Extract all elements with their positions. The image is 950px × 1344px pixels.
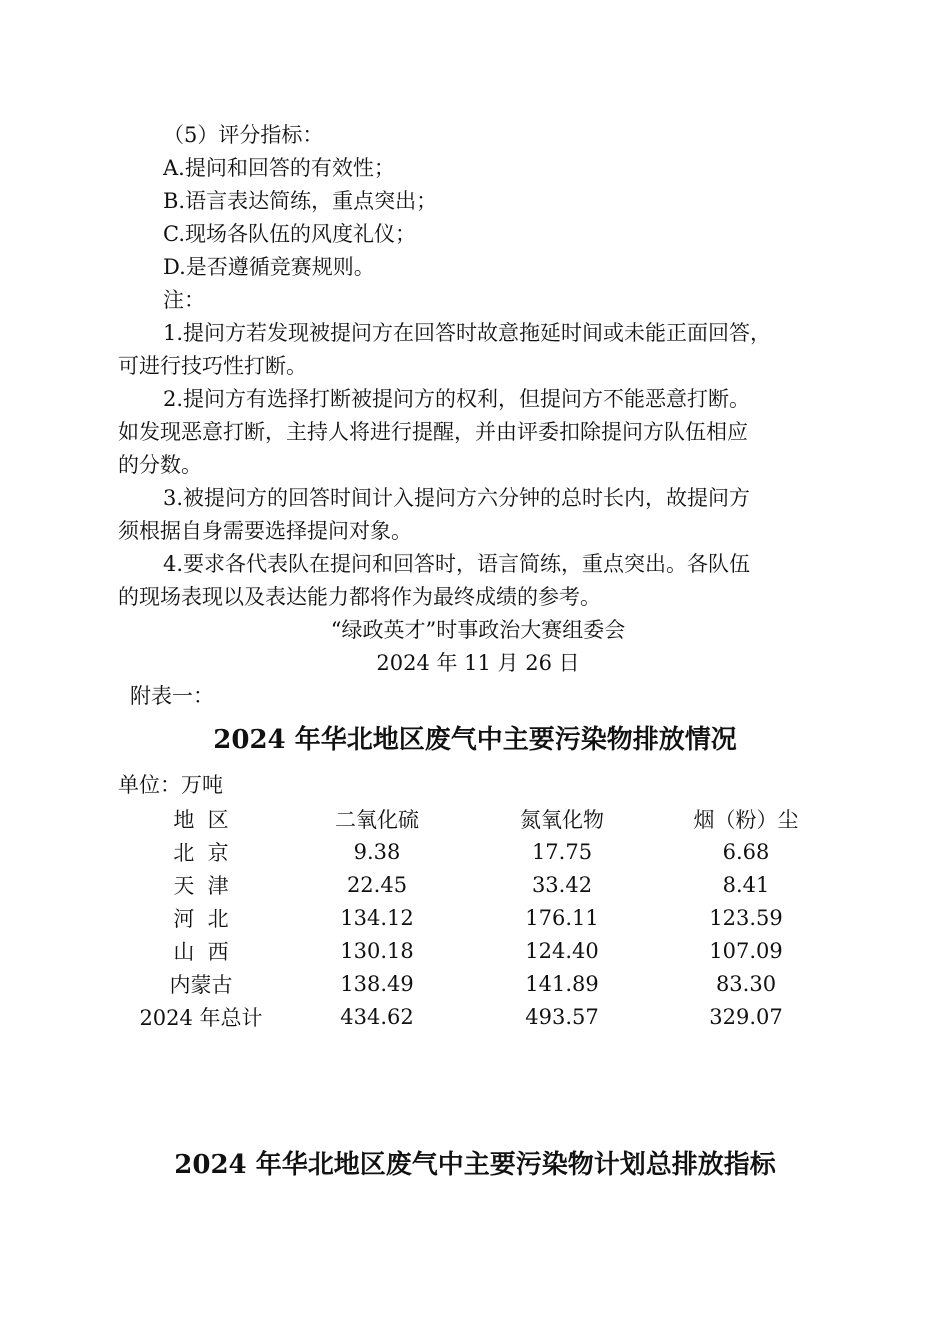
table-total-row bbox=[118, 1000, 838, 1033]
table-row bbox=[118, 901, 838, 934]
note-line: 的现场表现以及表达能力都将作为最终成绩的参考。 bbox=[118, 585, 601, 609]
nox-cell: 17.75 bbox=[531, 839, 593, 864]
so2-cell: 22.45 bbox=[346, 872, 408, 897]
table-row bbox=[118, 835, 838, 868]
note-line: 如发现恶意打断，主持人将进行提醒，并由评委扣除提问方队伍相应 bbox=[118, 420, 748, 444]
appendix-label: 附表一： bbox=[130, 684, 214, 708]
table-row bbox=[118, 934, 838, 967]
dust-cell: 83.30 bbox=[715, 971, 777, 996]
nox-cell: 176.11 bbox=[525, 905, 599, 930]
so2-cell: 134.12 bbox=[340, 905, 414, 930]
region-cell: 山 西 bbox=[173, 939, 229, 964]
note-line: 1.提问方若发现被提问方在回答时故意拖延时间或未能正面回答， bbox=[163, 321, 772, 345]
nox-total-cell: 493.57 bbox=[525, 1004, 599, 1029]
region-cell: 北 京 bbox=[173, 840, 229, 865]
signature-date: 2024 年 11 月 26 日 bbox=[376, 651, 580, 675]
note-line: 的分数。 bbox=[118, 453, 202, 477]
emissions-table bbox=[118, 802, 838, 1033]
note-line: 3.被提问方的回答时间计入提问方六分钟的总时长内，故提问方 bbox=[163, 486, 751, 510]
table-row bbox=[118, 868, 838, 901]
so2-cell: 130.18 bbox=[340, 938, 414, 963]
table1-title: 2024 年华北地区废气中主要污染物排放情况 bbox=[213, 725, 737, 755]
note-line: 须根据自身需要选择提问对象。 bbox=[118, 519, 412, 543]
table-header-row bbox=[118, 802, 838, 835]
so2-total-cell: 434.62 bbox=[340, 1004, 414, 1029]
note-line: 2.提问方有选择打断被提问方的权利，但提问方不能恶意打断。 bbox=[163, 387, 751, 411]
dust-cell: 107.09 bbox=[709, 938, 783, 963]
so2-cell: 138.49 bbox=[340, 971, 414, 996]
column-header-nox: 氮氧化物 bbox=[520, 807, 604, 832]
dust-total-cell: 329.07 bbox=[709, 1004, 783, 1029]
region-cell: 内蒙古 bbox=[169, 972, 233, 997]
criterion-c: C.现场各队伍的风度礼仪； bbox=[163, 222, 416, 246]
criterion-b: B.语言表达简练，重点突出； bbox=[163, 189, 438, 213]
note-line: 可进行技巧性打断。 bbox=[118, 354, 307, 378]
dust-cell: 123.59 bbox=[709, 905, 783, 930]
column-header-dust: 烟（粉）尘 bbox=[693, 807, 799, 832]
table-row bbox=[118, 967, 838, 1000]
dust-cell: 8.41 bbox=[722, 872, 770, 897]
region-cell: 河 北 bbox=[173, 906, 229, 931]
so2-cell: 9.38 bbox=[353, 839, 401, 864]
column-header-region: 地 区 bbox=[173, 807, 229, 832]
table2-title: 2024 年华北地区废气中主要污染物计划总排放指标 bbox=[174, 1150, 776, 1180]
region-cell: 天 津 bbox=[173, 873, 229, 898]
criterion-a: A.提问和回答的有效性； bbox=[163, 156, 395, 180]
dust-cell: 6.68 bbox=[722, 839, 770, 864]
table1-unit: 单位：万吨 bbox=[118, 773, 223, 797]
nox-cell: 141.89 bbox=[525, 971, 599, 996]
total-label-cell: 2024 年总计 bbox=[139, 1005, 263, 1030]
nox-cell: 124.40 bbox=[525, 938, 599, 963]
scoring-heading: （5）评分指标： bbox=[163, 123, 324, 147]
note-line: 4.要求各代表队在提问和回答时，语言简练，重点突出。各队伍 bbox=[163, 552, 751, 576]
column-header-so2: 二氧化硫 bbox=[335, 807, 419, 832]
organizer-signature: “绿政英才”时事政治大赛组委会 bbox=[330, 618, 626, 642]
nox-cell: 33.42 bbox=[531, 872, 593, 897]
notes-label: 注： bbox=[163, 288, 205, 312]
criterion-d: D.是否遵循竞赛规则。 bbox=[163, 255, 375, 279]
